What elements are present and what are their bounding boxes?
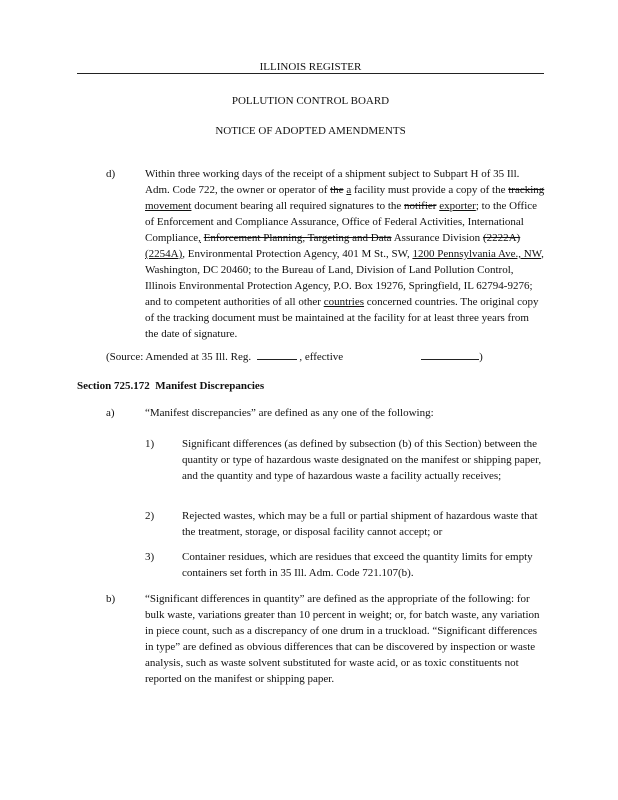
subitem-text: Rejected wastes, which may be a full or partial shipment of hazardous waste that the treatment, storage, or disposal facility cannot accept; or — [182, 510, 538, 538]
deleted-text: (2222A) — [482, 232, 521, 244]
inserted-text: (2254A) — [145, 248, 183, 260]
deleted-text: notifier — [404, 200, 437, 212]
blank-line — [257, 350, 297, 360]
section-heading: Section 725.172 Manifest Discrepancies — [77, 380, 265, 392]
item-d-text: Within three working days of the receipt of a shipment subject to Subpart H of 35 Ill. Adm. Code 722, the owner or operator of the a facility must provide a copy of the tracking movement document bearing all required signatures to the notifier exporter; to the Office of Enforcement and Compliance Assurance, Office of Federal Activities, International Compliance, Enforcement Planning, Targeting and Data Assurance Division (2222A) (2254A), Environmental Protection Agency, 401 M St., SW, 1200 Pennsylvania Ave., NW, Washington, DC 20460; to the Bureau of Land, Division of Land Pollution Control, Illinois Environmental Protection Agency, P.O. Box 19276, Springfield, IL 62794-9276; and to competent authorities of all other countries concerned countries. The original copy of the tracking document must be maintained at the facility for at least three years from the date of signature. — [145, 168, 545, 340]
item-a-text: “Manifest discrepancies” are defined as any one of the following: — [145, 407, 434, 419]
subitem-number: 3) — [145, 551, 155, 563]
subitem-number: 1) — [145, 438, 155, 450]
subitem-text: Container residues, which are residues that exceed the quantity limits for empty containers set forth in 35 Ill. Adm. Code 721.107(b). — [182, 551, 533, 579]
inserted-text: , — [198, 232, 201, 244]
item-b-text: “Significant differences in quantity” are defined as the appropriate of the following: for bulk waste, variations greater than 10 percent in weight; or, for batch waste, any variation in piece count, such as a discrepancy of one drum in a truckload. “Significant differences in type” are defined as obvious differences that can be discovered by inspection or waste analysis, such as waste solvent substituted for waste acid, or as toxic constituents not reported on the manifest or shipping paper. — [145, 593, 540, 685]
inserted-text: 1200 Pennsylvania Ave., NW — [412, 248, 542, 260]
register-title: ILLINOIS REGISTER — [259, 61, 362, 73]
inserted-text: countries — [323, 296, 365, 308]
header-rule — [77, 73, 544, 74]
inserted-text: exporter — [439, 200, 476, 212]
notice-title: NOTICE OF ADOPTED AMENDMENTS — [215, 125, 406, 137]
inserted-text: a — [346, 184, 352, 196]
deleted-text: Enforcement Planning, Targeting and Data — [203, 232, 392, 244]
subitem-text: Significant differences (as defined by subsection (b) of this Section) between the quantity or type of hazardous waste designated on the manifest or shipping paper, and the quantity and type of hazardous waste a facility actually receives; — [182, 438, 542, 482]
item-a-label: a) — [106, 407, 115, 419]
blank-line — [421, 350, 479, 360]
item-b-label: b) — [106, 593, 116, 605]
deleted-text: the — [330, 184, 344, 196]
source-note: (Source: Amended at 35 Ill. Reg. , effective ) — [106, 351, 483, 363]
inserted-text: movement — [145, 200, 192, 212]
item-d-label: d) — [106, 168, 116, 180]
deleted-text: tracking — [508, 184, 545, 196]
subitem-number: 2) — [145, 510, 155, 522]
agency-title: POLLUTION CONTROL BOARD — [231, 95, 390, 107]
